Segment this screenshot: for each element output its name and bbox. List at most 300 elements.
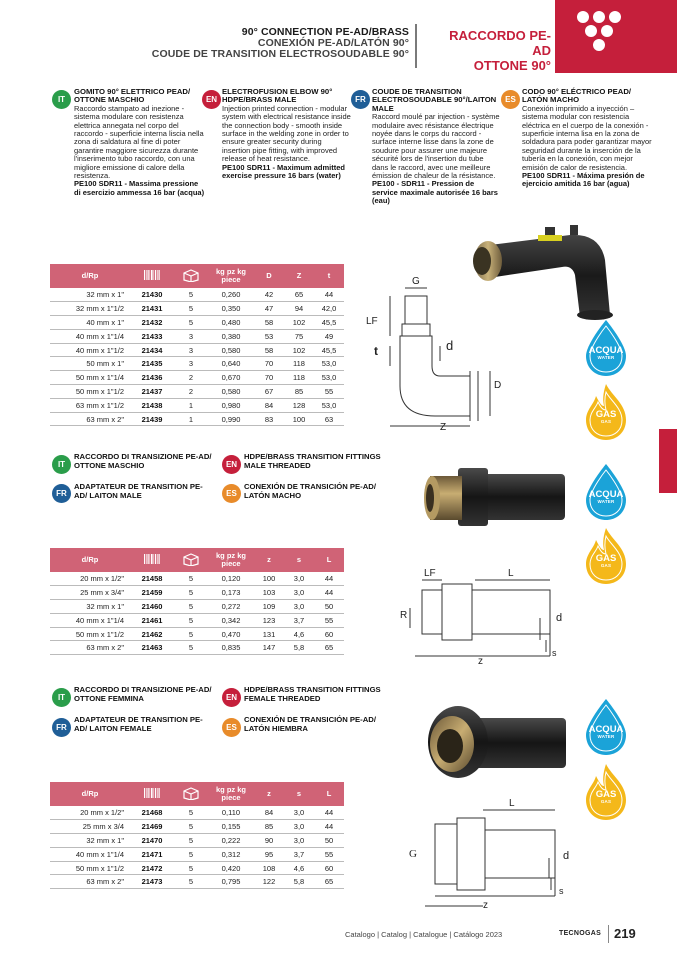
- cell: 5: [174, 834, 208, 848]
- cell: 50 mm x 1": [50, 357, 130, 371]
- badge-fr: FR: [52, 718, 71, 737]
- table-row: [50, 641, 344, 655]
- badge-it: IT: [52, 455, 71, 474]
- barcode-icon: [143, 268, 161, 282]
- cell: 3: [174, 343, 208, 357]
- cell: 5: [174, 600, 208, 614]
- cell: 0,350: [208, 302, 254, 316]
- cell: 5: [174, 641, 208, 655]
- cell: 44: [314, 806, 344, 820]
- table-row: [50, 412, 344, 426]
- dim-lf-label: LF: [366, 316, 378, 327]
- dim-l-label: L: [509, 798, 515, 809]
- female-adapter-photo: [420, 690, 570, 790]
- table-row: [50, 627, 344, 641]
- cell: 3: [174, 357, 208, 371]
- cell: 50: [314, 600, 344, 614]
- cell: 44: [314, 820, 344, 834]
- dim-D-label: D: [494, 380, 502, 391]
- col-d-rp: d/Rp: [50, 782, 130, 806]
- header-title-it: [431, 28, 551, 73]
- dim-g-label: G: [412, 276, 420, 287]
- cell: 95: [254, 847, 284, 861]
- cell: 0,272: [208, 600, 254, 614]
- footer-divider: [608, 925, 609, 943]
- cell: 20 mm x 1/2": [50, 806, 130, 820]
- water-label: [582, 346, 630, 360]
- section1-it-pressure: PE100 SDR11 - Massima pressione di esercizio ammessa 16 bar (acqua): [74, 179, 205, 197]
- section1-es-title: CODO 90° ELÉCTRICO PEAD/ LATÓN MACHO: [522, 87, 632, 105]
- cell: 4,6: [284, 627, 314, 641]
- cell: 0,990: [208, 412, 254, 426]
- cell: 1: [174, 412, 208, 426]
- cell: 3,7: [284, 613, 314, 627]
- section1-fr-pressure: PE100 - SDR11 - Pression de service maximale autorisée 16 bars (eau): [372, 179, 498, 206]
- cell: 118: [284, 371, 314, 385]
- cell: 0,312: [208, 847, 254, 861]
- cell: 3,0: [284, 572, 314, 586]
- cell: 55: [314, 847, 344, 861]
- male-adapter-technical-drawing: [400, 568, 580, 668]
- cell: 0,260: [208, 288, 254, 302]
- cell: 131: [254, 627, 284, 641]
- cell: 84: [254, 398, 284, 412]
- table-female-adapter-specs: [50, 782, 344, 889]
- section1-es-pressure: PE100 SDR11 - Máxima presión de ejercicio amitida 16 bar (agua): [522, 171, 645, 189]
- cell: 5,8: [284, 641, 314, 655]
- section1-en-pressure: PE100 SDR11 - Maximum admitted exercise pressure 16 bars (water): [222, 162, 345, 181]
- cell: 103: [254, 586, 284, 600]
- cell: 32 mm x 1": [50, 600, 130, 614]
- table-male-adapter-specs: [50, 548, 344, 655]
- cell: 21433: [130, 329, 174, 343]
- header-divider: [415, 24, 417, 68]
- col-t: t: [314, 264, 344, 288]
- cell: 67: [254, 385, 284, 399]
- table-row: [50, 875, 344, 889]
- box-package-icon: [182, 268, 200, 282]
- col-d-rp: d/Rp: [50, 548, 130, 572]
- section1-fr-block: [372, 88, 500, 206]
- table-row: [50, 847, 344, 861]
- cell: 65: [284, 288, 314, 302]
- cell: 0,222: [208, 834, 254, 848]
- cell: 147: [254, 641, 284, 655]
- col-box-icon: [174, 782, 208, 806]
- cell: 50 mm x 1"1/2: [50, 861, 130, 875]
- cell: 3,0: [284, 820, 314, 834]
- cell: 5: [174, 613, 208, 627]
- cell: 1: [174, 398, 208, 412]
- cell: 5: [174, 288, 208, 302]
- cell: 21463: [130, 641, 174, 655]
- water-label: [582, 725, 630, 739]
- box-package-icon: [182, 552, 200, 566]
- cell: 2: [174, 385, 208, 399]
- cell: 3,0: [284, 586, 314, 600]
- cell: 55: [314, 613, 344, 627]
- cell: 32 mm x 1": [50, 288, 130, 302]
- col-code-icon: [130, 264, 174, 288]
- cell: 100: [284, 412, 314, 426]
- table-row: [50, 329, 344, 343]
- cell: 3,0: [284, 834, 314, 848]
- water-label: [582, 490, 630, 504]
- water-text: WATER: [597, 355, 615, 360]
- cell: 53: [254, 329, 284, 343]
- cell: 0,470: [208, 627, 254, 641]
- cell: 53,0: [314, 398, 344, 412]
- cell: 65: [314, 875, 344, 889]
- barcode-icon: [143, 552, 161, 566]
- cell: 0,380: [208, 329, 254, 343]
- cell: 45,5: [314, 316, 344, 330]
- cell: 55: [314, 385, 344, 399]
- cell: 94: [284, 302, 314, 316]
- dim-s-label: s: [552, 648, 557, 658]
- cell: 3,0: [284, 600, 314, 614]
- table-row: [50, 834, 344, 848]
- section3-it-title: RACCORDO DI TRANSIZIONE PE-AD/ OTTONE FEMMINA: [74, 685, 212, 703]
- section2-it-title: RACCORDO DI TRANSIZIONE PE-AD/ OTTONE MASCHIO: [74, 452, 212, 470]
- cell: 50: [314, 834, 344, 848]
- section1-fr-desc: Raccord moulé par injection - système modulaire avec résistance électrique noyée dans le corps du raccord - surface interne lisse dans la zone de soudure pour assurer une majeure sécurité lors de l'insertion du tube dans le raccord, avec une meilleure émission de chaleur de la résistance.: [372, 112, 500, 181]
- cell: 21435: [130, 357, 174, 371]
- cell: 5: [174, 586, 208, 600]
- table-row: [50, 302, 344, 316]
- cell: 0,670: [208, 371, 254, 385]
- cell: 21473: [130, 875, 174, 889]
- cell: 4,6: [284, 861, 314, 875]
- header-title-it-line1: RACCORDO PE-AD: [449, 28, 551, 58]
- cell: 5: [174, 847, 208, 861]
- cell: 45,5: [314, 343, 344, 357]
- cell: 20 mm x 1/2": [50, 572, 130, 586]
- dim-z-label: z: [483, 900, 488, 911]
- table-row: [50, 806, 344, 820]
- cell: 5,8: [284, 875, 314, 889]
- col-kg: kg pz kg piece: [208, 264, 254, 288]
- dim-r-label: R: [400, 610, 408, 621]
- header-brand-block: [555, 0, 677, 73]
- dim-z-label: Z: [440, 422, 447, 433]
- badge-it: IT: [52, 688, 71, 707]
- section3-fr-title: ADAPTATEUR DE TRANSITION PE-AD/ LAITON FEMALE: [74, 715, 203, 733]
- cell: 5: [174, 572, 208, 586]
- section-side-tab: [659, 429, 677, 493]
- cell: 32 mm x 1": [50, 834, 130, 848]
- gas-label: [582, 554, 630, 568]
- gas-text: GAS: [595, 409, 617, 420]
- section1-en-desc: Injection printed connection - modular system with electrical resistance inside the connection body - smooth inside surface in the welding zone in order to ensure greater security during insertion pipe fitting, with improved release of heat resistance.: [222, 103, 351, 164]
- section2-es-title: CONEXIÓN DE TRANSICIÓN PE-AD/ LATÓN MACHO: [244, 482, 376, 500]
- cell: 21430: [130, 288, 174, 302]
- cell: 0,110: [208, 806, 254, 820]
- cell: 60: [314, 627, 344, 641]
- cell: 63 mm x 2": [50, 641, 130, 655]
- cell: 0,580: [208, 343, 254, 357]
- col-kg: kg pz kg piece: [208, 782, 254, 806]
- cell: 5: [174, 875, 208, 889]
- col-z: z: [254, 548, 284, 572]
- female-adapter-technical-drawing: [405, 798, 580, 916]
- cell: 3,0: [284, 806, 314, 820]
- cell: 0,640: [208, 357, 254, 371]
- cell: 21471: [130, 847, 174, 861]
- col-box-icon: [174, 264, 208, 288]
- badge-es: ES: [222, 718, 241, 737]
- table-row: [50, 861, 344, 875]
- dim-d-label: d: [446, 338, 454, 353]
- acqua-text: ACQUA: [588, 489, 624, 500]
- dim-d-label: d: [563, 850, 570, 862]
- section2-en-title: HDPE/BRASS TRANSITION FITTINGS MALE THREADED: [244, 452, 381, 470]
- table-header-row: [50, 782, 344, 806]
- table-row: [50, 371, 344, 385]
- table-row: [50, 385, 344, 399]
- header-title-es: CONEXIÓN PE-AD/LATÓN 90°: [257, 37, 409, 49]
- table-row: [50, 600, 344, 614]
- page-number: 219: [614, 926, 636, 941]
- badge-en: EN: [222, 455, 241, 474]
- table-header-row: [50, 264, 344, 288]
- cell: 32 mm x 1"1/2: [50, 302, 130, 316]
- acqua-text: ACQUA: [588, 724, 624, 735]
- cell: 0,835: [208, 641, 254, 655]
- cell: 21434: [130, 343, 174, 357]
- cell: 21468: [130, 806, 174, 820]
- table-row: [50, 613, 344, 627]
- cell: 21436: [130, 371, 174, 385]
- section1-es-block: [522, 88, 654, 189]
- col-code-icon: [130, 548, 174, 572]
- cell: 5: [174, 316, 208, 330]
- cell: 5: [174, 302, 208, 316]
- cell: 0,155: [208, 820, 254, 834]
- cell: 21460: [130, 600, 174, 614]
- badge-es: ES: [222, 484, 241, 503]
- section1-es-desc: Conexión imprimido a inyección – sistema modular con resistencia eléctrica en el cuerpo de la conexión - superficie interna lisa en la zona de soldadura para poder garantizar mayor seguridad durante la inserción de la tubería en la conexión, con mejor emisión de calor de resistencia.: [522, 103, 652, 172]
- section1-it-title: GOMITO 90° ELETTRICO PEAD/ OTTONE MASCHIO: [74, 87, 191, 105]
- cell: 85: [284, 385, 314, 399]
- dim-lf-label: LF: [424, 568, 436, 579]
- dim-g-label: G: [409, 848, 417, 860]
- cell: 70: [254, 371, 284, 385]
- dim-l-label: L: [508, 568, 514, 579]
- cell: 25 mm x 3/4: [50, 820, 130, 834]
- cell: 58: [254, 343, 284, 357]
- table-row: [50, 343, 344, 357]
- cell: 21462: [130, 627, 174, 641]
- dim-z-label: z: [478, 656, 483, 667]
- cell: 40 mm x 1"1/4: [50, 613, 130, 627]
- cell: 21439: [130, 412, 174, 426]
- acqua-text: ACQUA: [588, 345, 624, 356]
- cell: 0,480: [208, 316, 254, 330]
- header-title-it-line2: OTTONE 90°: [473, 58, 551, 73]
- footer-brand: TECNOGAS: [559, 930, 602, 937]
- col-d-rp: d/Rp: [50, 264, 130, 288]
- col-D: D: [254, 264, 284, 288]
- cell: 21438: [130, 398, 174, 412]
- cell: 3,7: [284, 847, 314, 861]
- col-s: s: [284, 782, 314, 806]
- cell: 102: [284, 343, 314, 357]
- elbow-technical-drawing: [360, 276, 520, 436]
- dim-s-label: s: [559, 886, 564, 896]
- table-elbow-specs: [50, 264, 344, 426]
- section1-it-block: [74, 88, 206, 197]
- cell: 90: [254, 834, 284, 848]
- cell: 118: [284, 357, 314, 371]
- cell: 49: [314, 329, 344, 343]
- cell: 21461: [130, 613, 174, 627]
- cell: 102: [284, 316, 314, 330]
- badge-en: EN: [202, 90, 221, 109]
- section2-fr-title: ADAPTATEUR DE TRANSITION PE-AD/ LAITON MALE: [74, 482, 203, 500]
- cell: 128: [284, 398, 314, 412]
- table-row: [50, 357, 344, 371]
- dim-t-label: t: [374, 344, 378, 358]
- badge-fr: FR: [52, 484, 71, 503]
- cell: 0,980: [208, 398, 254, 412]
- cell: 21437: [130, 385, 174, 399]
- cell: 40 mm x 1"1/4: [50, 329, 130, 343]
- badge-en: EN: [222, 688, 241, 707]
- col-s: s: [284, 548, 314, 572]
- cell: 108: [254, 861, 284, 875]
- cell: 50 mm x 1"1/2: [50, 627, 130, 641]
- cell: 123: [254, 613, 284, 627]
- cell: 44: [314, 572, 344, 586]
- cell: 84: [254, 806, 284, 820]
- col-L: L: [314, 782, 344, 806]
- cell: 40 mm x 1": [50, 316, 130, 330]
- cell: 75: [284, 329, 314, 343]
- cell: 5: [174, 627, 208, 641]
- cell: 5: [174, 806, 208, 820]
- table-row: [50, 820, 344, 834]
- cell: 42,0: [314, 302, 344, 316]
- gas-label: [582, 790, 630, 804]
- table-row: [50, 572, 344, 586]
- cell: 21472: [130, 861, 174, 875]
- cell: 0,795: [208, 875, 254, 889]
- cell: 53,0: [314, 371, 344, 385]
- table-header-row: [50, 548, 344, 572]
- cell: 21470: [130, 834, 174, 848]
- footer-catalog-text: Catalogo | Catalog | Catalogue | Catálogo 2023: [345, 930, 503, 939]
- box-package-icon: [182, 786, 200, 800]
- cell: 109: [254, 600, 284, 614]
- gas-small-text: GAS: [600, 419, 612, 424]
- gas-small-text: GAS: [600, 799, 612, 804]
- cell: 44: [314, 586, 344, 600]
- brand-dots-icon: [577, 11, 637, 61]
- cell: 3: [174, 329, 208, 343]
- cell: 5: [174, 820, 208, 834]
- cell: 58: [254, 316, 284, 330]
- table-row: [50, 586, 344, 600]
- cell: 53,0: [314, 357, 344, 371]
- cell: 63 mm x 1"1/2: [50, 398, 130, 412]
- section1-en-title: ELECTROFUSION ELBOW 90° HDPE/BRASS MALE: [222, 87, 333, 105]
- cell: 2: [174, 371, 208, 385]
- gas-text: GAS: [595, 553, 617, 564]
- cell: 122: [254, 875, 284, 889]
- cell: 5: [174, 861, 208, 875]
- cell: 0,342: [208, 613, 254, 627]
- cell: 40 mm x 1"1/2: [50, 343, 130, 357]
- cell: 21432: [130, 316, 174, 330]
- table-row: [50, 288, 344, 302]
- cell: 21458: [130, 572, 174, 586]
- badge-fr: FR: [351, 90, 370, 109]
- cell: 63 mm x 2": [50, 875, 130, 889]
- section3-es-title: CONEXIÓN DE TRANSICIÓN PE-AD/ LATÓN HIEMBRA: [244, 715, 376, 733]
- cell: 44: [314, 288, 344, 302]
- water-text: WATER: [597, 734, 615, 739]
- gas-label: [582, 410, 630, 424]
- header-titles: [152, 27, 409, 60]
- cell: 100: [254, 572, 284, 586]
- section3-en-title: HDPE/BRASS TRANSITION FITTINGS FEMALE THREADED: [244, 685, 381, 703]
- table-row: [50, 398, 344, 412]
- gas-small-text: GAS: [600, 563, 612, 568]
- col-kg: kg pz kg piece: [208, 548, 254, 572]
- cell: 63: [314, 412, 344, 426]
- cell: 0,580: [208, 385, 254, 399]
- col-Z: Z: [284, 264, 314, 288]
- cell: 40 mm x 1"1/4: [50, 847, 130, 861]
- cell: 21459: [130, 586, 174, 600]
- header-title-fr: COUDE DE TRANSITION ELECTROSOUDABLE 90°: [151, 48, 409, 60]
- header-title-en: 90° CONNECTION PE-AD/BRASS: [241, 26, 409, 38]
- col-L: L: [314, 548, 344, 572]
- cell: 50 mm x 1"1/2: [50, 385, 130, 399]
- cell: 47: [254, 302, 284, 316]
- gas-text: GAS: [595, 789, 617, 800]
- barcode-icon: [143, 786, 161, 800]
- dim-d-label: d: [556, 612, 563, 624]
- cell: 0,120: [208, 572, 254, 586]
- col-box-icon: [174, 548, 208, 572]
- cell: 63 mm x 2": [50, 412, 130, 426]
- table-row: [50, 316, 344, 330]
- cell: 50 mm x 1"1/4: [50, 371, 130, 385]
- cell: 21469: [130, 820, 174, 834]
- section1-en-block: [222, 88, 352, 180]
- cell: 21431: [130, 302, 174, 316]
- badge-es: ES: [501, 90, 520, 109]
- male-adapter-photo: [418, 462, 568, 542]
- cell: 42: [254, 288, 284, 302]
- water-text: WATER: [597, 499, 615, 504]
- cell: 25 mm x 3/4": [50, 586, 130, 600]
- badge-it: IT: [52, 90, 71, 109]
- cell: 85: [254, 820, 284, 834]
- cell: 65: [314, 641, 344, 655]
- cell: 70: [254, 357, 284, 371]
- cell: 0,173: [208, 586, 254, 600]
- section1-it-desc: Raccordo stampato ad inezione - sistema modulare con resistenza elettrica annegata nel corpo del raccordo - superficie interna liscia nella zona di saldatura al fine di poter garantire maggiore sicurezza durante l'inserimento tubo raccordo, con una migliore emissione di calore della resistenza.: [74, 103, 204, 181]
- col-z: z: [254, 782, 284, 806]
- cell: 83: [254, 412, 284, 426]
- col-code-icon: [130, 782, 174, 806]
- cell: 60: [314, 861, 344, 875]
- section1-fr-title: COUDE DE TRANSITION ELECTROSOUDABLE 90°/LAITON MALE: [372, 87, 497, 113]
- cell: 0,420: [208, 861, 254, 875]
